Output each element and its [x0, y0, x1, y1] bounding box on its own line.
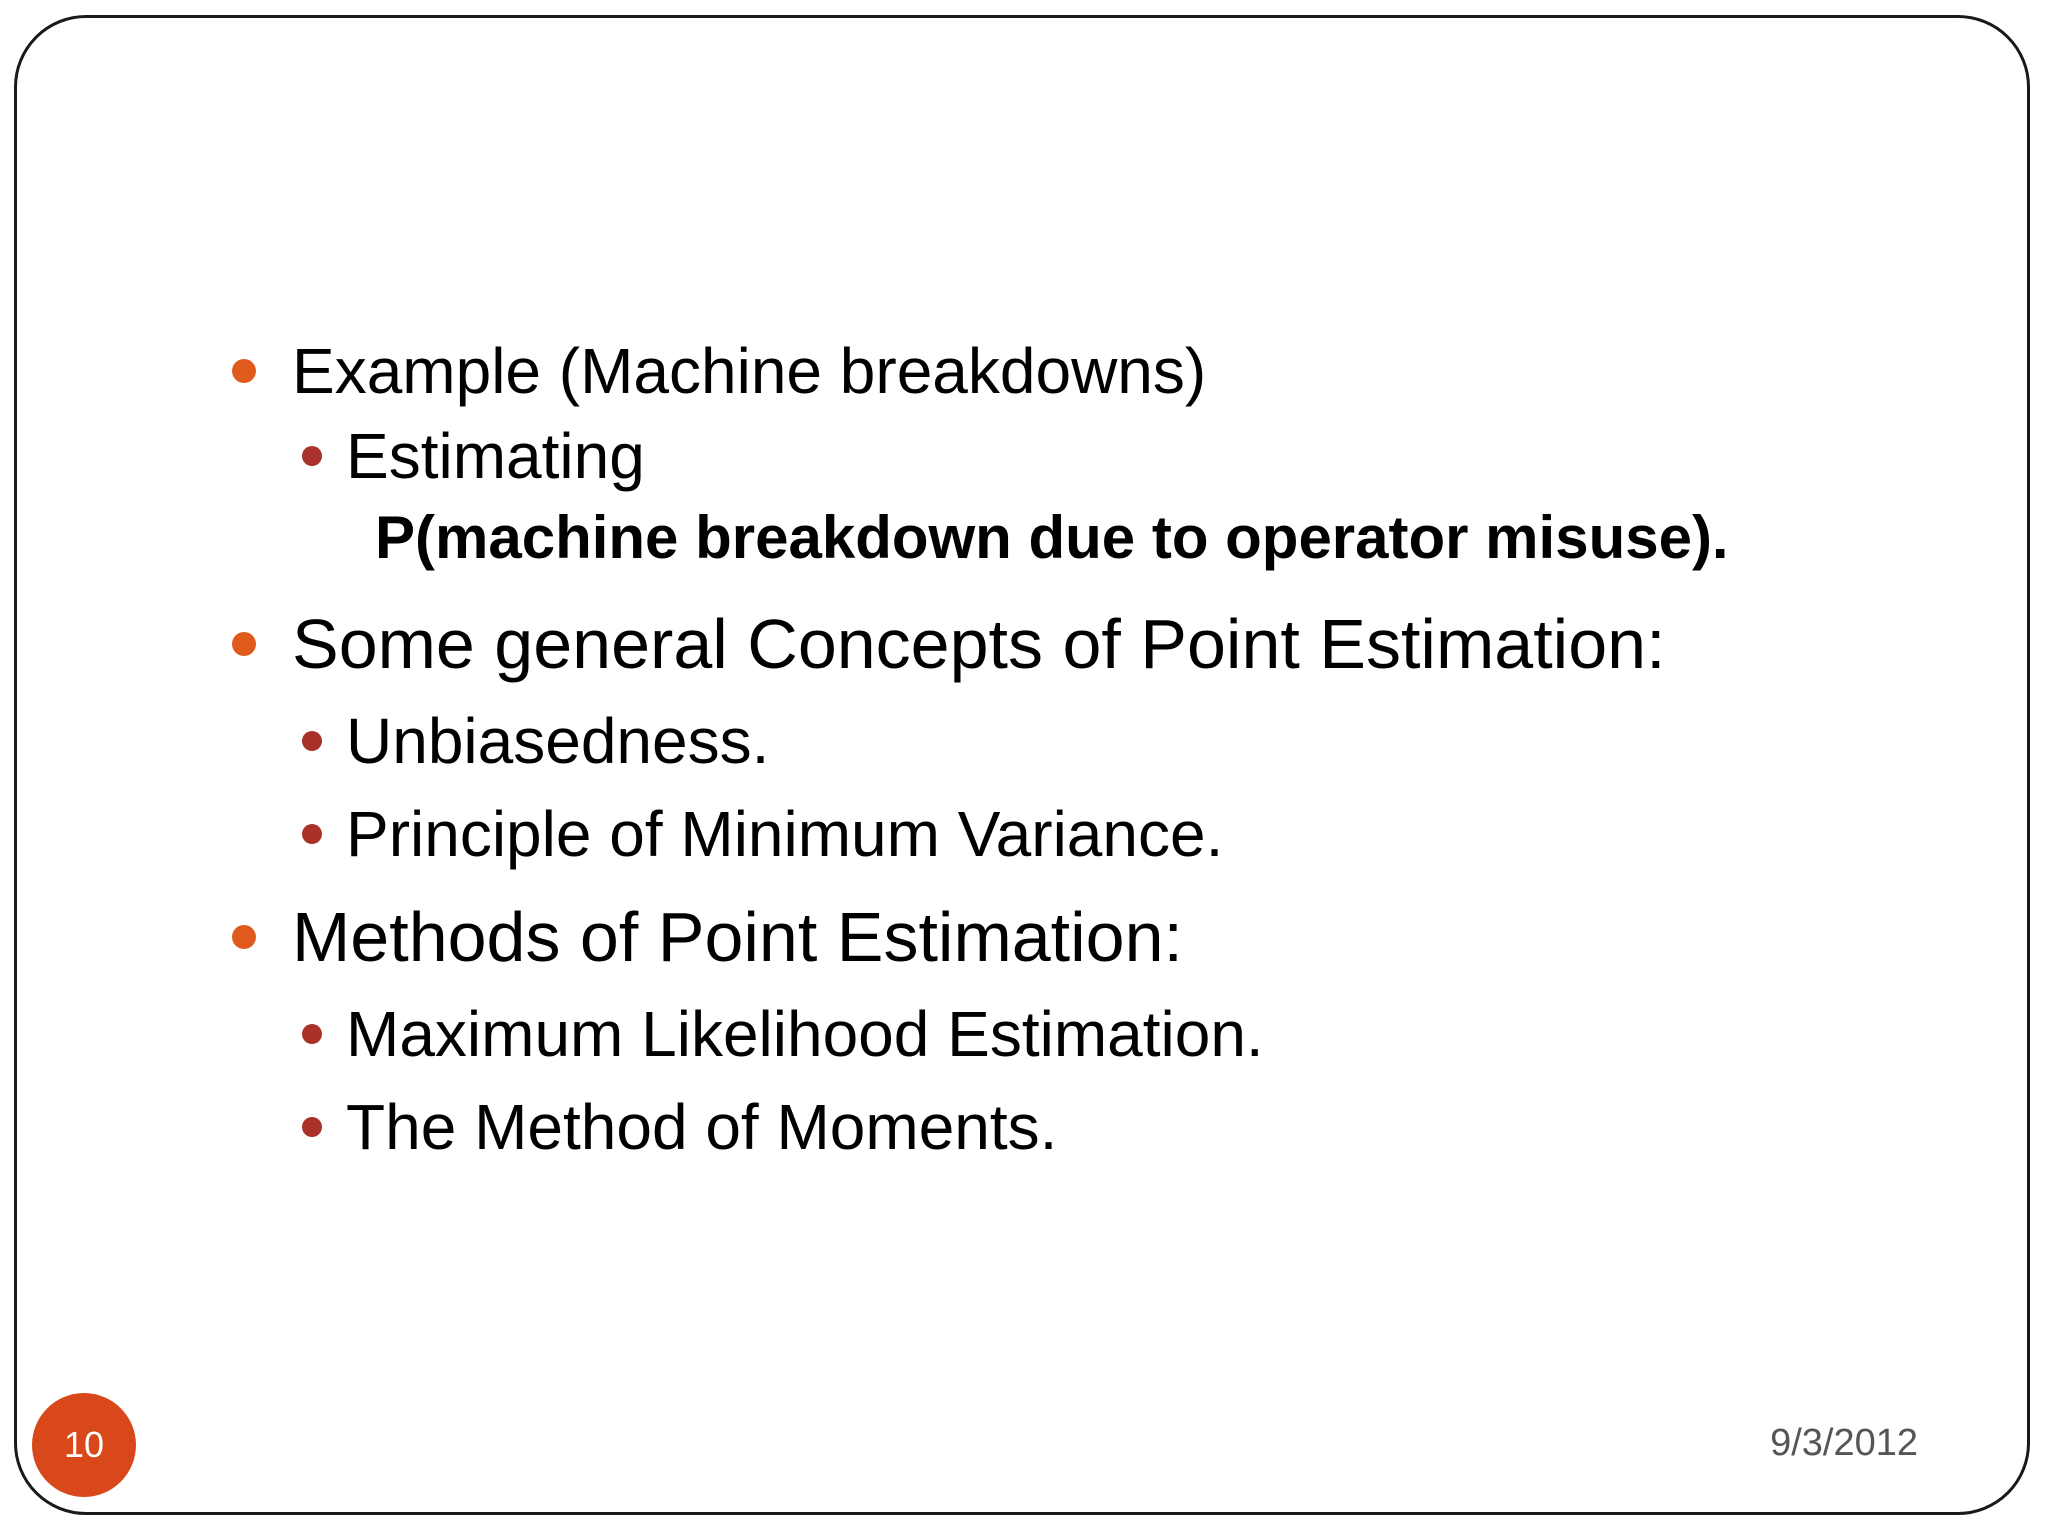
bullet-item-concepts: [232, 605, 1666, 683]
bullet-text: Some general Concepts of Point Estimation:: [292, 605, 1666, 683]
sub-bullet-dot-icon: [302, 446, 322, 466]
sub-bullet-item-unbiasedness: [302, 705, 770, 777]
bullet-dot-icon: [232, 632, 256, 656]
sub-bullet-item-moments: [302, 1091, 1058, 1163]
sub-bullet-text: Maximum Likelihood Estimation.: [346, 998, 1264, 1070]
slide-date: 9/3/2012: [1770, 1422, 1918, 1464]
sub-bullet-text: Unbiasedness.: [346, 705, 770, 777]
sub-bullet-dot-icon: [302, 731, 322, 751]
bullet-text: Example (Machine breakdowns): [292, 335, 1207, 407]
sub-bullet-item-minimum-variance: [302, 798, 1224, 870]
sub-bullet-text: Estimating: [346, 420, 645, 492]
sub-bullet-text: The Method of Moments.: [346, 1091, 1058, 1163]
bullet-text: Methods of Point Estimation:: [292, 898, 1183, 976]
sub-bullet-item-estimating: [302, 420, 645, 492]
slide-number-badge: 10: [32, 1393, 136, 1497]
bullet-item-methods: [232, 898, 1183, 976]
sub-bullet-dot-icon: [302, 1117, 322, 1137]
bullet-item-example: [232, 335, 1207, 407]
bullet-dot-icon: [232, 359, 256, 383]
bullet-dot-icon: [232, 925, 256, 949]
sub-bullet-text: Principle of Minimum Variance.: [346, 798, 1224, 870]
sub-bullet-dot-icon: [302, 824, 322, 844]
sub-bullet-item-mle: [302, 998, 1264, 1070]
emphasis-formula: P(machine breakdown due to operator misuse).: [375, 504, 1729, 571]
sub-bullet-dot-icon: [302, 1024, 322, 1044]
